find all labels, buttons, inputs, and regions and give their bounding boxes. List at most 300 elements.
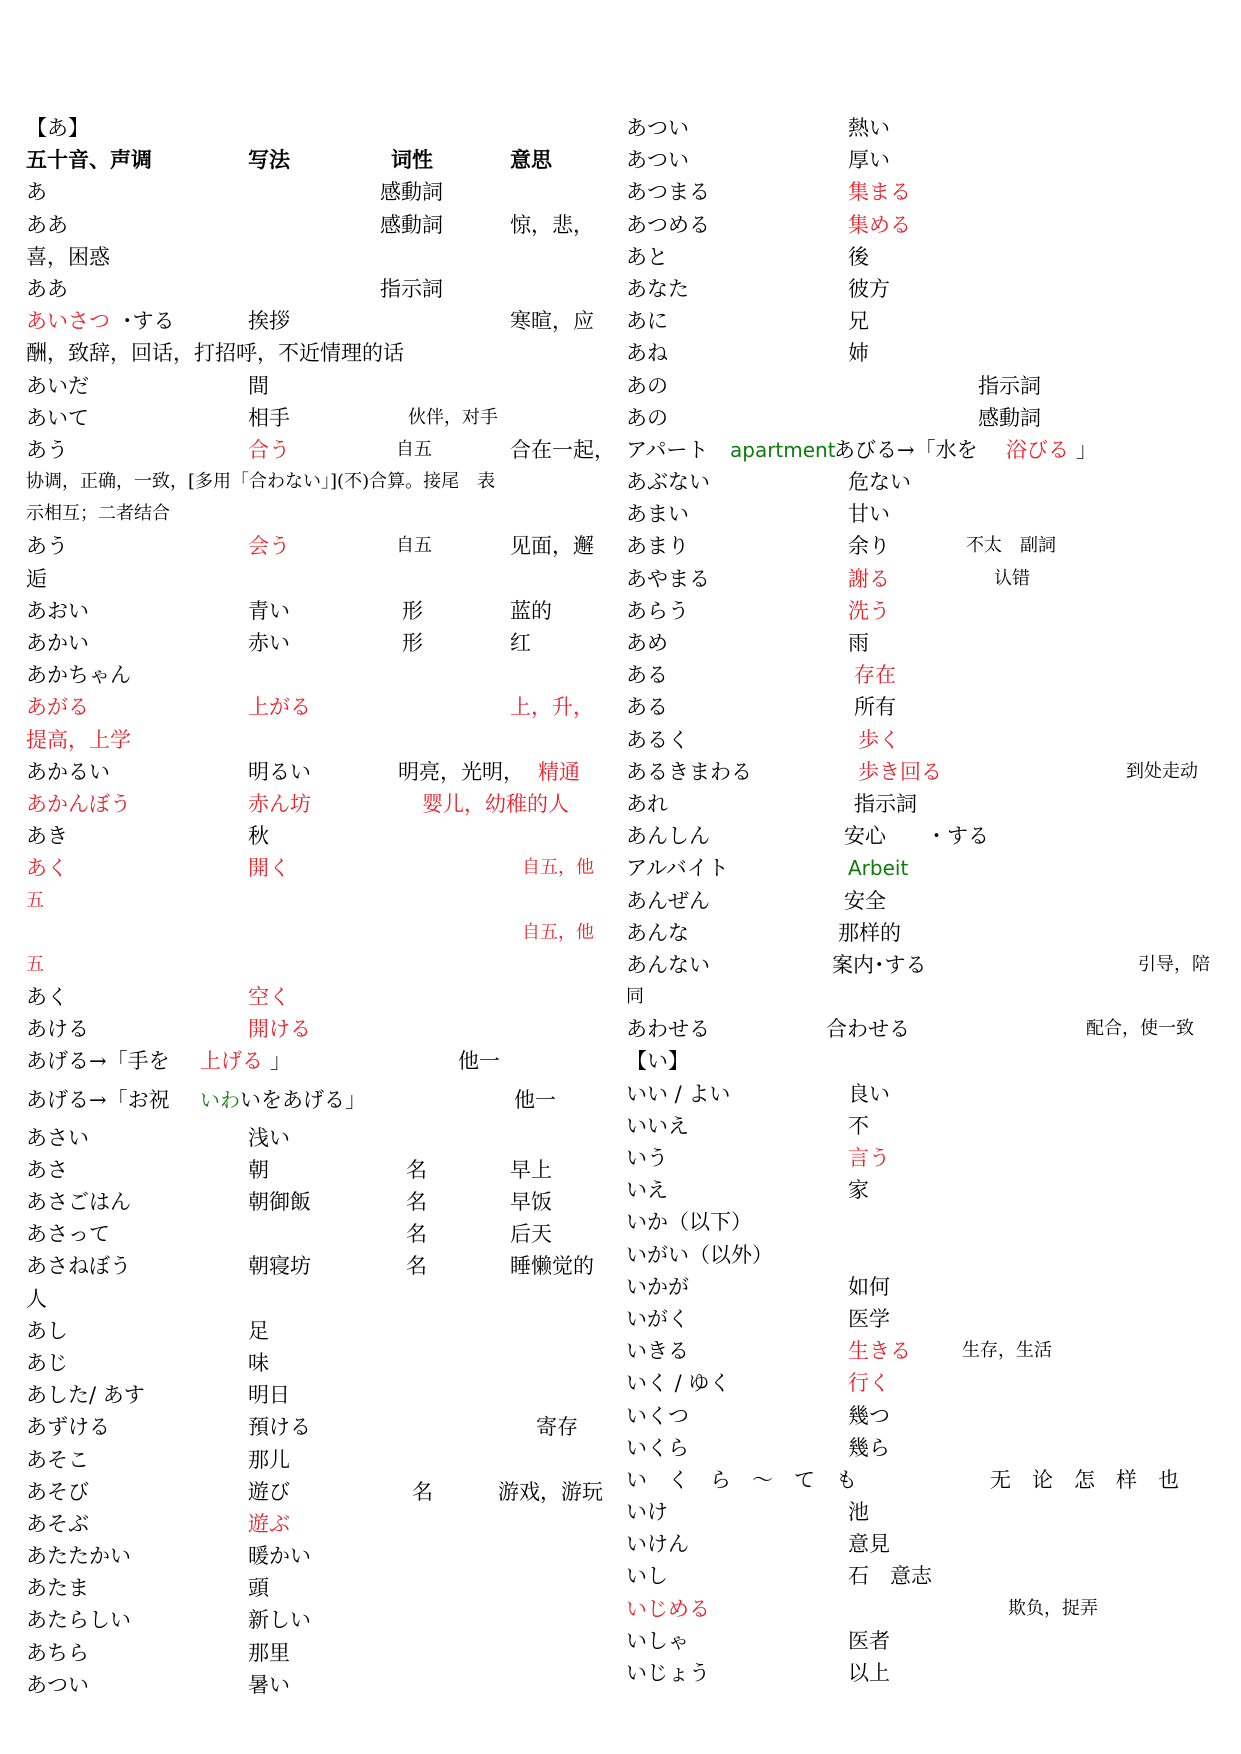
entry-cell: 生存，生活 <box>962 1340 1052 1362</box>
entry-row <box>26 1218 626 1250</box>
entry-cell: 暑い <box>248 1672 290 1697</box>
entry-cell: あさって <box>26 1222 110 1247</box>
entry-cell: 案内･する <box>832 952 927 977</box>
entry-cell: 见面，邂 <box>510 534 594 559</box>
entry-cell: 安心 <box>844 824 886 849</box>
entry-cell: あつまる <box>626 180 710 205</box>
entry-cell: 医者 <box>848 1628 890 1653</box>
entry-cell: 預ける <box>248 1415 311 1440</box>
entry-cell: 安全 <box>844 888 886 913</box>
entry-cell: いかが <box>626 1274 689 1299</box>
entry-cell: 青い <box>248 598 290 623</box>
entry-row <box>626 1174 1226 1206</box>
entry-cell: いい / よい <box>626 1081 731 1106</box>
entry-cell: 寒暄，应 <box>510 309 594 334</box>
entry-cell: あなた <box>626 276 689 301</box>
entry-cell: あいて <box>26 405 89 430</box>
entry-cell: あたま <box>26 1576 89 1601</box>
entry-cell: 到处走动 <box>1126 760 1198 782</box>
entry-cell: 赤い <box>248 631 290 655</box>
entry-cell: 上，升， <box>510 695 594 720</box>
entry-row <box>26 563 626 595</box>
entry-cell: 意思 <box>510 147 552 173</box>
entry-row <box>626 595 1226 627</box>
entry-cell: いわ <box>200 1087 240 1112</box>
entry-cell: あやまる <box>626 566 710 591</box>
entry-cell: 名 <box>406 1222 427 1247</box>
entry-cell: 红 <box>510 631 531 655</box>
entry-cell: あの <box>626 373 668 398</box>
entry-row <box>26 627 626 659</box>
entry-cell: あく <box>26 856 68 881</box>
entry-cell: 睡懒觉的 <box>510 1254 594 1279</box>
entry-cell: あつい <box>26 1672 89 1697</box>
entry-cell: あかるい <box>26 759 110 784</box>
entry-cell: 暖かい <box>248 1544 311 1569</box>
entry-cell: あがる <box>26 695 89 720</box>
entry-row <box>626 659 1226 691</box>
entry-cell: Arbeit <box>848 856 909 881</box>
entry-cell: あんしん <box>626 824 710 849</box>
entry-cell: いがい（以外） <box>626 1242 773 1267</box>
entry-row <box>626 563 1226 595</box>
entry-cell: あさ <box>26 1157 68 1182</box>
entry-cell: 歩き回る <box>858 759 942 784</box>
entry-row <box>26 756 626 788</box>
entry-cell: 感動詞 <box>978 405 1041 430</box>
entry-cell: 赤ん坊 <box>248 791 311 816</box>
entry-row <box>26 788 626 820</box>
entry-cell: 指示詞 <box>380 276 443 301</box>
entry-cell: 惊，悲， <box>510 212 594 237</box>
entry-row <box>26 1122 626 1154</box>
entry-cell: ･する <box>122 309 175 334</box>
entry-row <box>626 112 1226 144</box>
entry-cell: あまい <box>626 502 689 527</box>
entry-cell: あう <box>26 437 68 462</box>
entry-cell: 名 <box>406 1254 427 1279</box>
entry-cell: 明亮，光明， <box>398 759 524 784</box>
entry-cell: アルバイト <box>626 856 729 881</box>
entry-row <box>626 305 1226 337</box>
entry-row <box>26 724 626 756</box>
entry-cell: あおい <box>26 598 89 623</box>
entry-cell: 存在 <box>854 663 896 688</box>
entry-cell: 頭 <box>248 1576 269 1601</box>
entry-cell: あさごはん <box>26 1190 131 1214</box>
entry-cell: アパート <box>626 437 709 462</box>
entry-row <box>626 530 1226 562</box>
entry-row <box>26 659 626 691</box>
entry-cell: 新しい <box>248 1608 311 1633</box>
entry-cell: 幾つ <box>848 1403 890 1428</box>
entry-row <box>626 1303 1226 1335</box>
entry-cell: あたたかい <box>26 1544 131 1569</box>
entry-cell: いえ <box>626 1178 668 1203</box>
entry-cell: あまり <box>626 534 689 559</box>
entry-row <box>26 241 626 273</box>
entry-row <box>26 1250 626 1282</box>
entry-row <box>26 1154 626 1186</box>
entry-cell: 兄 <box>848 309 869 334</box>
entry-cell: あね <box>626 341 668 366</box>
entry-cell: いをあげる」 <box>240 1087 366 1112</box>
entry-cell: 彼方 <box>848 276 890 301</box>
entry-cell: あ <box>26 180 47 205</box>
entry-row <box>626 1335 1226 1367</box>
entry-row <box>26 1411 626 1443</box>
entry-cell: あずける <box>26 1415 110 1440</box>
entry-cell: 医学 <box>848 1306 890 1331</box>
entry-row <box>626 1400 1226 1432</box>
entry-cell: あし <box>26 1318 68 1343</box>
entry-cell: いし <box>626 1564 668 1589</box>
entry-cell: いけ <box>626 1500 668 1525</box>
entry-cell: 浅い <box>248 1125 290 1150</box>
entry-row <box>626 1110 1226 1142</box>
entry-cell: 石 意志 <box>848 1564 932 1589</box>
entry-cell: あに <box>626 309 668 334</box>
entry-cell: あつい <box>626 148 689 173</box>
entry-cell: 自五 <box>396 535 432 557</box>
entry-row <box>626 434 1226 466</box>
entry-cell: 自五，他 <box>522 857 594 879</box>
entry-row <box>26 1379 626 1411</box>
entry-cell: 逅 <box>26 566 47 591</box>
entry-row <box>26 498 626 530</box>
entry-cell: あそこ <box>26 1447 89 1472</box>
entry-cell: 写法 <box>248 147 290 173</box>
entry-cell: 意見 <box>848 1532 890 1557</box>
entry-cell: 合わせる <box>826 1017 910 1042</box>
entry-row <box>26 144 626 176</box>
entry-cell: あく <box>26 985 68 1010</box>
entry-cell: 」 <box>270 1049 291 1074</box>
entry-cell: 池 <box>848 1500 869 1525</box>
entry-cell: あらう <box>626 598 689 623</box>
entry-cell: 酬，致辞，回话，打招呼，不近情理的话 <box>26 341 404 366</box>
entry-row <box>26 595 626 627</box>
entry-row <box>626 1496 1226 1528</box>
entry-row <box>626 370 1226 402</box>
entry-cell: 足 <box>248 1318 269 1343</box>
entry-cell: あいさつ <box>26 309 110 334</box>
entry-cell: 朝 <box>248 1157 269 1182</box>
entry-cell: いじょう <box>626 1661 710 1685</box>
entry-cell: 甘い <box>848 502 890 527</box>
entry-cell: 合う <box>248 437 290 462</box>
entry-cell: あそび <box>26 1479 89 1504</box>
entry-row <box>626 1045 1226 1077</box>
entry-cell: 游戏，游玩 <box>498 1479 603 1504</box>
entry-row <box>626 176 1226 208</box>
entry-cell: 言う <box>848 1146 890 1170</box>
entry-cell: 那儿 <box>248 1447 290 1472</box>
entry-cell: 形 <box>402 598 423 623</box>
entry-cell: 」 <box>1076 437 1097 462</box>
entry-cell: 词性 <box>391 147 433 173</box>
entry-row <box>626 1464 1226 1496</box>
entry-cell: 协调，正确，一致，[多用「合わない」](不)合算。接尾 表 <box>26 471 496 493</box>
entry-row <box>26 1476 626 1508</box>
entry-row <box>26 530 626 562</box>
entry-cell: 遊び <box>248 1479 290 1504</box>
entry-cell: 欺负，捉弄 <box>1008 1597 1098 1619</box>
entry-cell: 明日 <box>248 1383 290 1408</box>
entry-row <box>26 466 626 498</box>
entry-cell: ある <box>626 695 668 720</box>
entry-cell: いか（以下） <box>626 1210 752 1235</box>
entry-row <box>626 1528 1226 1560</box>
entry-cell: あるきまわる <box>626 759 752 784</box>
entry-cell: い く ら ～ て も <box>626 1467 857 1492</box>
entry-cell: 味 <box>248 1350 269 1375</box>
entry-cell: 行く <box>848 1371 890 1396</box>
entry-cell: 会う <box>248 534 290 559</box>
entry-row <box>26 1604 626 1636</box>
entry-cell: あたらしい <box>26 1608 131 1633</box>
entry-row <box>626 1657 1226 1689</box>
entry-row <box>26 1444 626 1476</box>
entry-row <box>26 1347 626 1379</box>
entry-cell: 那样的 <box>838 920 901 945</box>
entry-row <box>26 1508 626 1540</box>
entry-cell: いいえ <box>626 1113 689 1138</box>
entry-cell: あそぶ <box>26 1511 89 1536</box>
entry-cell: いくつ <box>626 1403 689 1428</box>
entry-row <box>626 691 1226 723</box>
entry-cell: いく / ゆく <box>626 1371 731 1396</box>
entry-row <box>26 1045 626 1077</box>
entry-cell: 蓝的 <box>510 598 552 623</box>
entry-cell: 後 <box>848 244 869 269</box>
entry-row <box>26 273 626 305</box>
entry-cell: あした/ あす <box>26 1383 145 1408</box>
entry-row <box>626 337 1226 369</box>
entry-row <box>26 885 626 917</box>
entry-cell: 示相互；二者结合 <box>26 503 170 525</box>
entry-cell: 感動詞 <box>380 212 443 237</box>
entry-cell: 以上 <box>848 1661 890 1685</box>
entry-cell: 遊ぶ <box>248 1511 290 1536</box>
entry-cell: 名 <box>406 1190 427 1214</box>
entry-cell: いじめる <box>626 1596 710 1621</box>
entry-cell: 良い <box>848 1081 890 1106</box>
entry-cell: 朝御飯 <box>248 1190 311 1214</box>
entry-cell: 如何 <box>848 1274 890 1299</box>
entry-cell: 不 <box>848 1113 869 1138</box>
entry-cell: 姉 <box>848 341 869 366</box>
entry-row <box>26 820 626 852</box>
entry-row <box>26 1013 626 1045</box>
entry-cell: あぶない <box>626 470 710 495</box>
entry-cell: 人 <box>26 1286 47 1311</box>
entry-cell: あかい <box>26 631 89 655</box>
entry-row <box>26 209 626 241</box>
entry-cell: 自五 <box>396 438 432 460</box>
entry-cell: 精通 <box>538 759 580 784</box>
entry-cell: 秋 <box>248 824 269 849</box>
entry-cell: あんない <box>626 952 710 977</box>
entry-cell: 那里 <box>248 1640 290 1665</box>
entry-cell: あかんぼう <box>26 791 131 816</box>
entry-cell: 配合，使一致 <box>1086 1018 1194 1040</box>
entry-row <box>626 885 1226 917</box>
entry-cell: あき <box>26 824 68 849</box>
entry-cell: 形 <box>402 631 423 655</box>
entry-cell: ある <box>626 663 668 688</box>
entry-row <box>626 241 1226 273</box>
entry-row <box>626 1432 1226 1464</box>
entry-cell: あんな <box>626 920 689 945</box>
entry-cell: いきる <box>626 1339 689 1364</box>
entry-cell: 五 <box>26 889 44 911</box>
entry-cell: あじ <box>26 1350 68 1375</box>
entry-row <box>626 1206 1226 1238</box>
entry-cell: あつめる <box>626 212 710 237</box>
entry-cell: 名 <box>412 1479 433 1504</box>
entry-cell: apartment <box>730 437 836 462</box>
entry-row <box>626 273 1226 305</box>
entry-cell: 指示詞 <box>978 373 1041 398</box>
entry-cell: いがく <box>626 1306 689 1331</box>
entry-cell: 相手 <box>248 405 290 430</box>
entry-row <box>26 1078 626 1122</box>
entry-row <box>626 820 1226 852</box>
entry-cell: ・する <box>926 824 989 849</box>
entry-row <box>626 402 1226 434</box>
entry-cell: 朝寝坊 <box>248 1254 311 1279</box>
entry-cell: 厚い <box>848 148 890 173</box>
entry-row <box>26 112 626 144</box>
entry-cell: 【い】 <box>626 1049 689 1074</box>
entry-cell: 生きる <box>848 1339 911 1364</box>
entry-cell: 自五，他 <box>522 921 594 943</box>
entry-row <box>26 176 626 208</box>
entry-row <box>626 209 1226 241</box>
entry-cell: 后天 <box>510 1222 552 1247</box>
entry-row <box>626 724 1226 756</box>
entry-cell: 感動詞 <box>380 180 443 205</box>
entry-row <box>26 917 626 949</box>
entry-row <box>626 144 1226 176</box>
entry-cell: あう <box>26 534 68 559</box>
entry-row <box>626 1013 1226 1045</box>
entry-cell: 歩く <box>858 727 900 752</box>
entry-cell: あわせる <box>626 1017 710 1042</box>
entry-row <box>626 917 1226 949</box>
entry-row <box>26 1540 626 1572</box>
entry-cell: あつい <box>626 116 689 140</box>
entry-cell: 洗う <box>848 598 890 623</box>
entry-row <box>26 852 626 884</box>
entry-cell: いう <box>626 1146 668 1170</box>
entry-cell: いけん <box>626 1532 689 1557</box>
entry-row <box>626 981 1226 1013</box>
entry-cell: 謝る <box>848 566 890 591</box>
entry-cell: 认错 <box>994 567 1030 589</box>
entry-cell: ああ <box>26 276 68 301</box>
entry-cell: 不太 副詞 <box>966 535 1056 557</box>
entry-cell: あと <box>626 244 668 269</box>
entry-cell: あさねぼう <box>26 1254 131 1279</box>
entry-row <box>626 756 1226 788</box>
entry-cell: 引导，陪 <box>1138 953 1210 975</box>
entry-cell: 指示詞 <box>854 791 917 816</box>
entry-row <box>26 949 626 981</box>
entry-cell: あける <box>26 1017 89 1042</box>
entry-cell: 雨 <box>848 631 869 655</box>
entry-cell: 集まる <box>848 180 911 205</box>
entry-cell: 上げる <box>200 1049 263 1074</box>
entry-row <box>26 1283 626 1315</box>
entry-row <box>26 305 626 337</box>
entry-row <box>26 402 626 434</box>
entry-cell: あめ <box>626 631 668 655</box>
entry-cell: 名 <box>406 1157 427 1182</box>
entry-row <box>626 852 1226 884</box>
entry-cell: ああ <box>26 212 68 237</box>
entry-row <box>626 1271 1226 1303</box>
entry-cell: 提高，上学 <box>26 727 131 752</box>
entry-cell: 幾ら <box>848 1435 890 1460</box>
entry-cell: 余り <box>848 534 890 559</box>
entry-cell: あちら <box>26 1640 89 1665</box>
left-column <box>26 112 626 1701</box>
entry-cell: 間 <box>248 373 269 398</box>
entry-row <box>26 337 626 369</box>
entry-cell: 家 <box>848 1178 869 1203</box>
entry-cell: あかちゃん <box>26 663 131 688</box>
entry-row <box>26 370 626 402</box>
entry-cell: あんぜん <box>626 888 710 913</box>
entry-row <box>626 1078 1226 1110</box>
entry-row <box>626 1142 1226 1174</box>
entry-cell: 熱い <box>848 116 890 140</box>
entry-cell: あさい <box>26 1125 89 1150</box>
entry-row <box>26 691 626 723</box>
entry-cell: 危ない <box>848 470 911 495</box>
entry-cell: いしゃ <box>626 1628 689 1653</box>
entry-cell: いくら <box>626 1435 689 1460</box>
entry-cell: 同 <box>626 986 644 1008</box>
entry-row <box>626 1367 1226 1399</box>
entry-cell: 上がる <box>248 695 311 720</box>
entry-cell: 浴びる <box>1006 437 1069 462</box>
entry-cell: 寄存 <box>536 1415 578 1440</box>
right-column <box>626 112 1226 1689</box>
entry-row <box>26 1186 626 1218</box>
entry-row <box>626 1239 1226 1271</box>
entry-cell: 開ける <box>248 1017 311 1042</box>
entry-cell: 所有 <box>854 695 896 720</box>
entry-cell: あれ <box>626 791 668 816</box>
entry-row <box>626 627 1226 659</box>
entry-row <box>26 1572 626 1604</box>
entry-cell: 五 <box>26 953 44 975</box>
entry-cell: 他一 <box>514 1087 556 1112</box>
entry-cell: あびる→「水を <box>834 437 978 462</box>
entry-cell: あげる→「お祝 <box>26 1087 170 1112</box>
entry-row <box>26 434 626 466</box>
entry-row <box>626 949 1226 981</box>
entry-row <box>26 1669 626 1701</box>
entry-cell: 【あ】 <box>26 116 89 140</box>
entry-cell: 空く <box>248 985 290 1010</box>
entry-cell: 婴儿，幼稚的人 <box>422 791 569 816</box>
entry-cell: 挨拶 <box>248 309 290 334</box>
entry-cell: 伙伴，对手 <box>408 406 498 428</box>
